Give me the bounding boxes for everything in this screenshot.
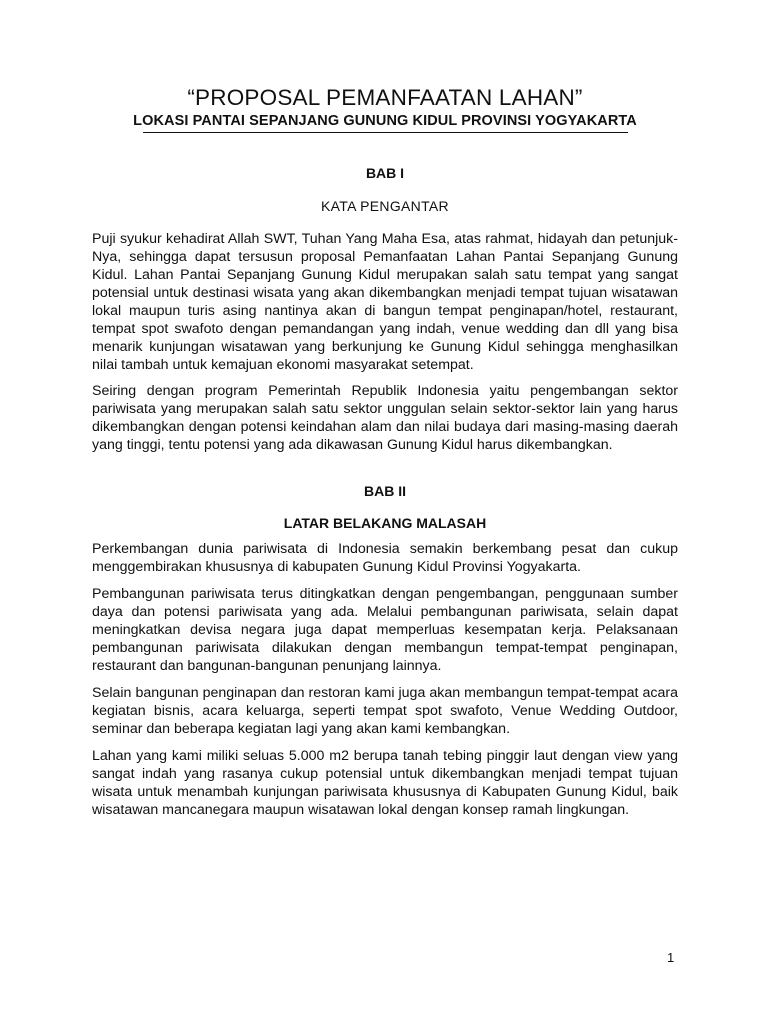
chapter-heading: LATAR BELAKANG MALASAH (283, 515, 487, 531)
paragraph: Seiring dengan program Pemerintah Republik Indonesia yaitu pengembangan sektor pariwisata yang merupakan salah satu sektor unggulan selain sektor-sektor lain yang harus dikembangkan dengan potensi keindahan alam dan nilai budaya dari masing-masing daerah yang tinggi, tentu potensi yang ada dikawasan Gunung Kidul harus dikembangkan. (92, 383, 678, 453)
document-title: “PROPOSAL PEMANFAATAN LAHAN” (187, 85, 583, 110)
page-number: 1 (667, 950, 675, 965)
chapter-number: BAB II (364, 483, 406, 499)
paragraph: Perkembangan dunia pariwisata di Indonesia semakin berkembang pesat dan cukup menggembirakan khususnya di kabupaten Gunung Kidul Provinsi Yogyakarta. (92, 541, 678, 575)
chapter-heading: KATA PENGANTAR (321, 198, 449, 214)
paragraph: Puji syukur kehadirat Allah SWT, Tuhan Yang Maha Esa, atas rahmat, hidayah dan petunjuk-Nya, sehingga dapat tersusun proposal Pemanfaatan Lahan Pantai Sepanjang Gunung Kidul. Lahan Pantai Sepanjang Gunung Kidul merupakan salah satu tempat yang sangat potensial untuk destinasi wisata yang akan dikembangkan menjadi tempat tujuan wisatawan lokal maupun turis asing nantinya akan di bangun tempat penginapan/hotel, restaurant, tempat spot swafoto dengan pemandangan yang indah, venue wedding dan dll yang bisa menarik kunjungan wisatawan yang berkunjung ke Gunung Kidul sehingga menghasilkan nilai tambah untuk kemajuan ekonomi masyarakat setempat. (92, 231, 678, 373)
paragraph: Selain bangunan penginapan dan restoran kami juga akan membangun tempat-tempat acara kegiatan bisnis, acara keluarga, seperti tempat spot swafoto, Venue Wedding Outdoor, seminar dan beberapa kegiatan lagi yang akan kami kembangkan. (92, 685, 678, 737)
paragraph: Lahan yang kami miliki seluas 5.000 m2 berupa tanah tebing pinggir laut dengan view yang sangat indah yang rasanya cukup potensial untuk dikembangkan menjadi tempat tujuan wisata untuk menambah kunjungan pariwisata khususnya di Kabupaten Gunung Kidul, baik wisatawan mancanegara maupun wisatawan lokal dengan konsep ramah lingkungan. (92, 748, 678, 818)
title-underline (143, 132, 628, 133)
chapter-number: BAB I (365, 165, 405, 181)
document-page (92, 84, 678, 819)
chapter-1 (92, 164, 678, 454)
document-subtitle: LOKASI PANTAI SEPANJANG GUNUNG KIDUL PROVINSI YOGYAKARTA (133, 113, 637, 129)
chapter-2 (92, 482, 678, 819)
paragraph: Pembangunan pariwisata terus ditingkatkan dengan pengembangan, penggunaan sumber daya dan potensi pariwisata yang ada. Melalui pembangunan pariwisata, selain dapat meningkatkan devisa negara juga dapat memperluas kesempatan kerja. Pelaksanaan pembangunan pariwisata dilakukan dengan membangun tempat-tempat penginapan, restaurant dan bangunan-bangunan penunjang lainnya. (92, 586, 678, 674)
